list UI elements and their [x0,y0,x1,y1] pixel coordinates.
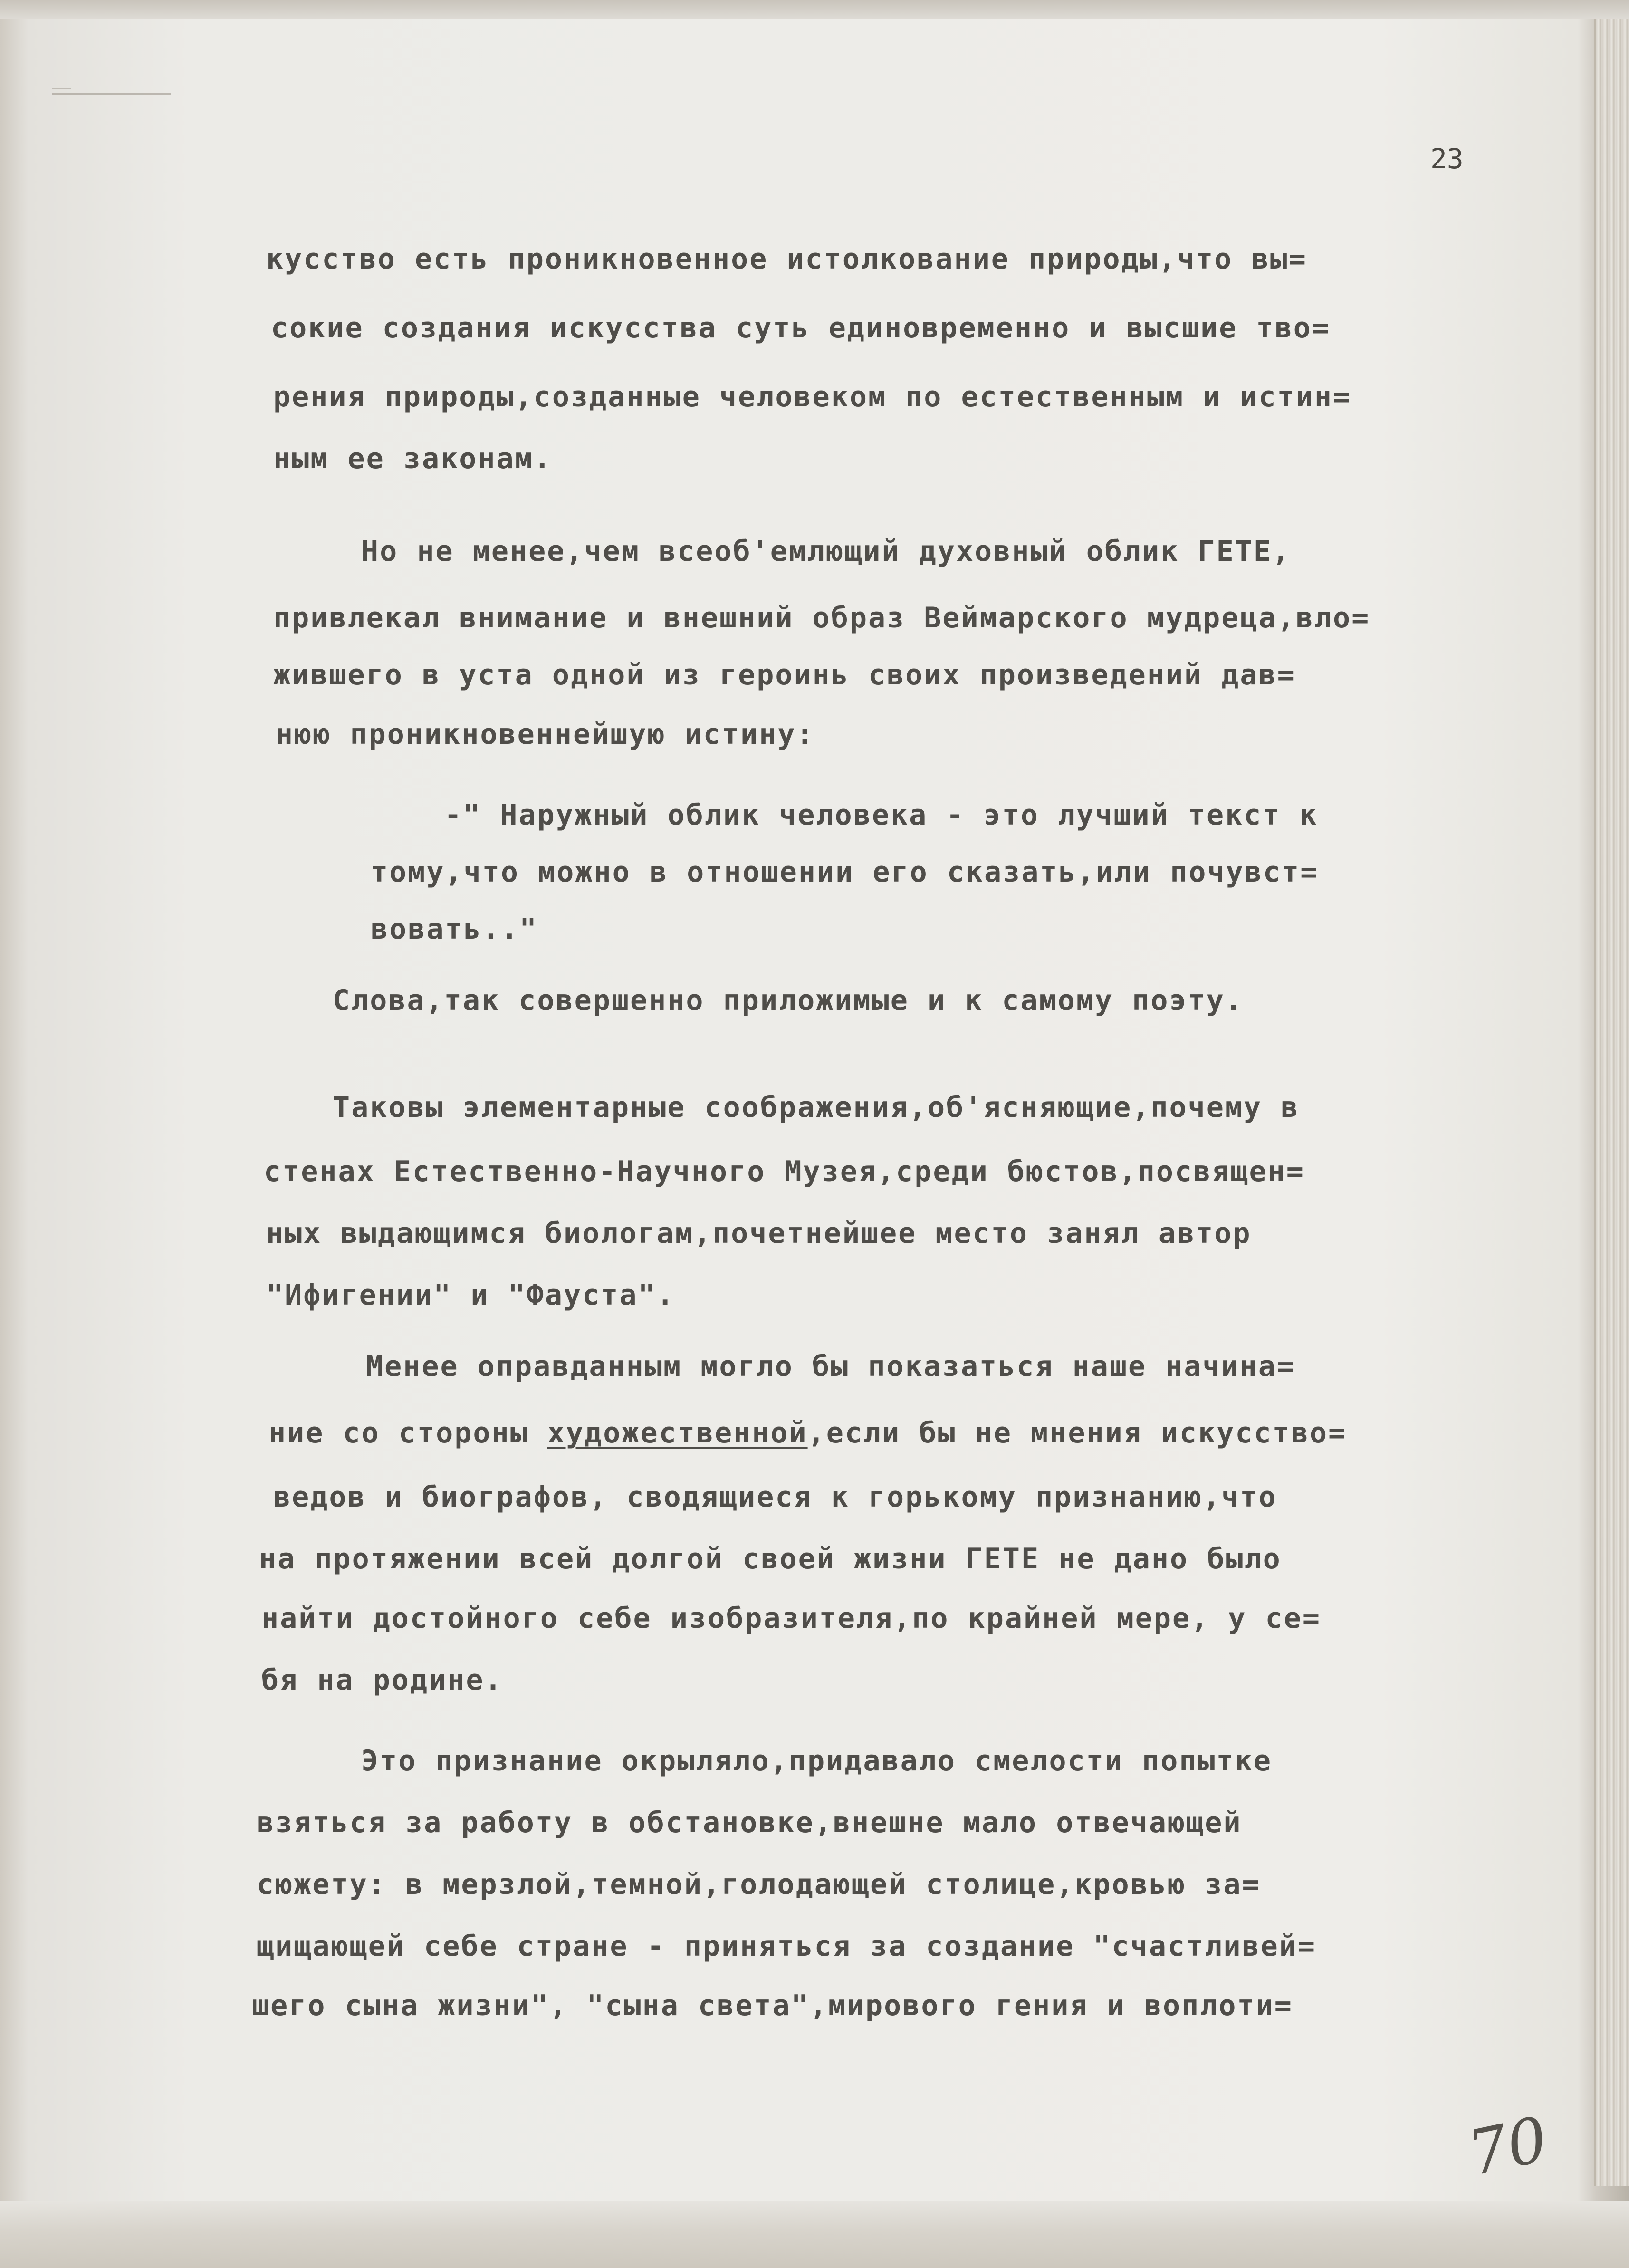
text-line: шего сына жизни", "сына света",мирового гения и воплоти= [252,1989,1293,2022]
text-line: взяться за работу в обстановке,внешне мало отвечающей [257,1806,1242,1839]
text-line: Это признание окрыляло,придавало смелости попытке [361,1744,1273,1778]
text-line: найти достойного себе изобразителя,по крайней мере, у се= [261,1602,1322,1635]
text-line: нюю проникновеннейшую истину: [276,718,815,751]
text-line: сюжету: в мерзлой,темной,голодающей столице,кровью за= [257,1868,1261,1901]
text-line: рения природы,созданные человеком по естественным и истин= [273,380,1352,413]
page-number: 23 [1430,143,1464,175]
text-line: ным ее законам. [273,442,552,475]
text-line: "Ифигении" и "Фауста". [266,1278,675,1312]
text-line: кусство есть проникновенное истолкование природы,что вы= [266,242,1307,276]
paper-top-edge [0,0,1629,19]
paper-stack-edge [1594,19,1629,2186]
text-line: стенах Естественно-Научного Музея,среди бюстов,посвящен= [264,1155,1305,1188]
text-line: ние со стороны художественной,если бы не мнения искусство= [268,1416,1347,1450]
text-line: Но не менее,чем всеоб'емлющий духовный облик ГЕТЕ, [361,535,1291,568]
text-line: жившего в уста одной из героинь своих произведений дав= [273,658,1296,692]
text-line: привлекал внимание и внешний образ Веймарского мудреца,вло= [273,601,1370,634]
text-line: Таковы элементарные соображения,об'ясняющие,почему в [333,1091,1300,1124]
text-line: на протяжении всей долгой своей жизни ГЕТЕ не дано было [259,1542,1282,1576]
quote-line: вовать.." [371,913,538,946]
text-line: ведов и биографов, сводящиеся к горькому признанию,что [273,1480,1277,1514]
handwritten-page-note: 70 [1462,2103,1554,2190]
quote-line: тому,что можно в отношении его сказать,или почувст= [371,855,1319,889]
text-line: Слова,так совершенно приложимые и к самому поэту. [333,984,1244,1017]
text-line: сокие создания искусства суть единовременно и высшие тво= [271,311,1331,345]
text-line: бя на родине. [261,1663,503,1697]
text-line: щищающей себе стране - приняться за создание "счастливей= [257,1930,1317,1963]
underlined-word: художественной [547,1416,808,1450]
quote-line: -" Наружный облик человека - это лучший текст к [444,798,1318,832]
text-line: ных выдающимся биологам,почетнейшее место занял автор [266,1217,1252,1250]
paper-bottom-edge [0,2201,1629,2268]
text-line: Менее оправданным могло бы показаться наше начина= [366,1350,1296,1383]
